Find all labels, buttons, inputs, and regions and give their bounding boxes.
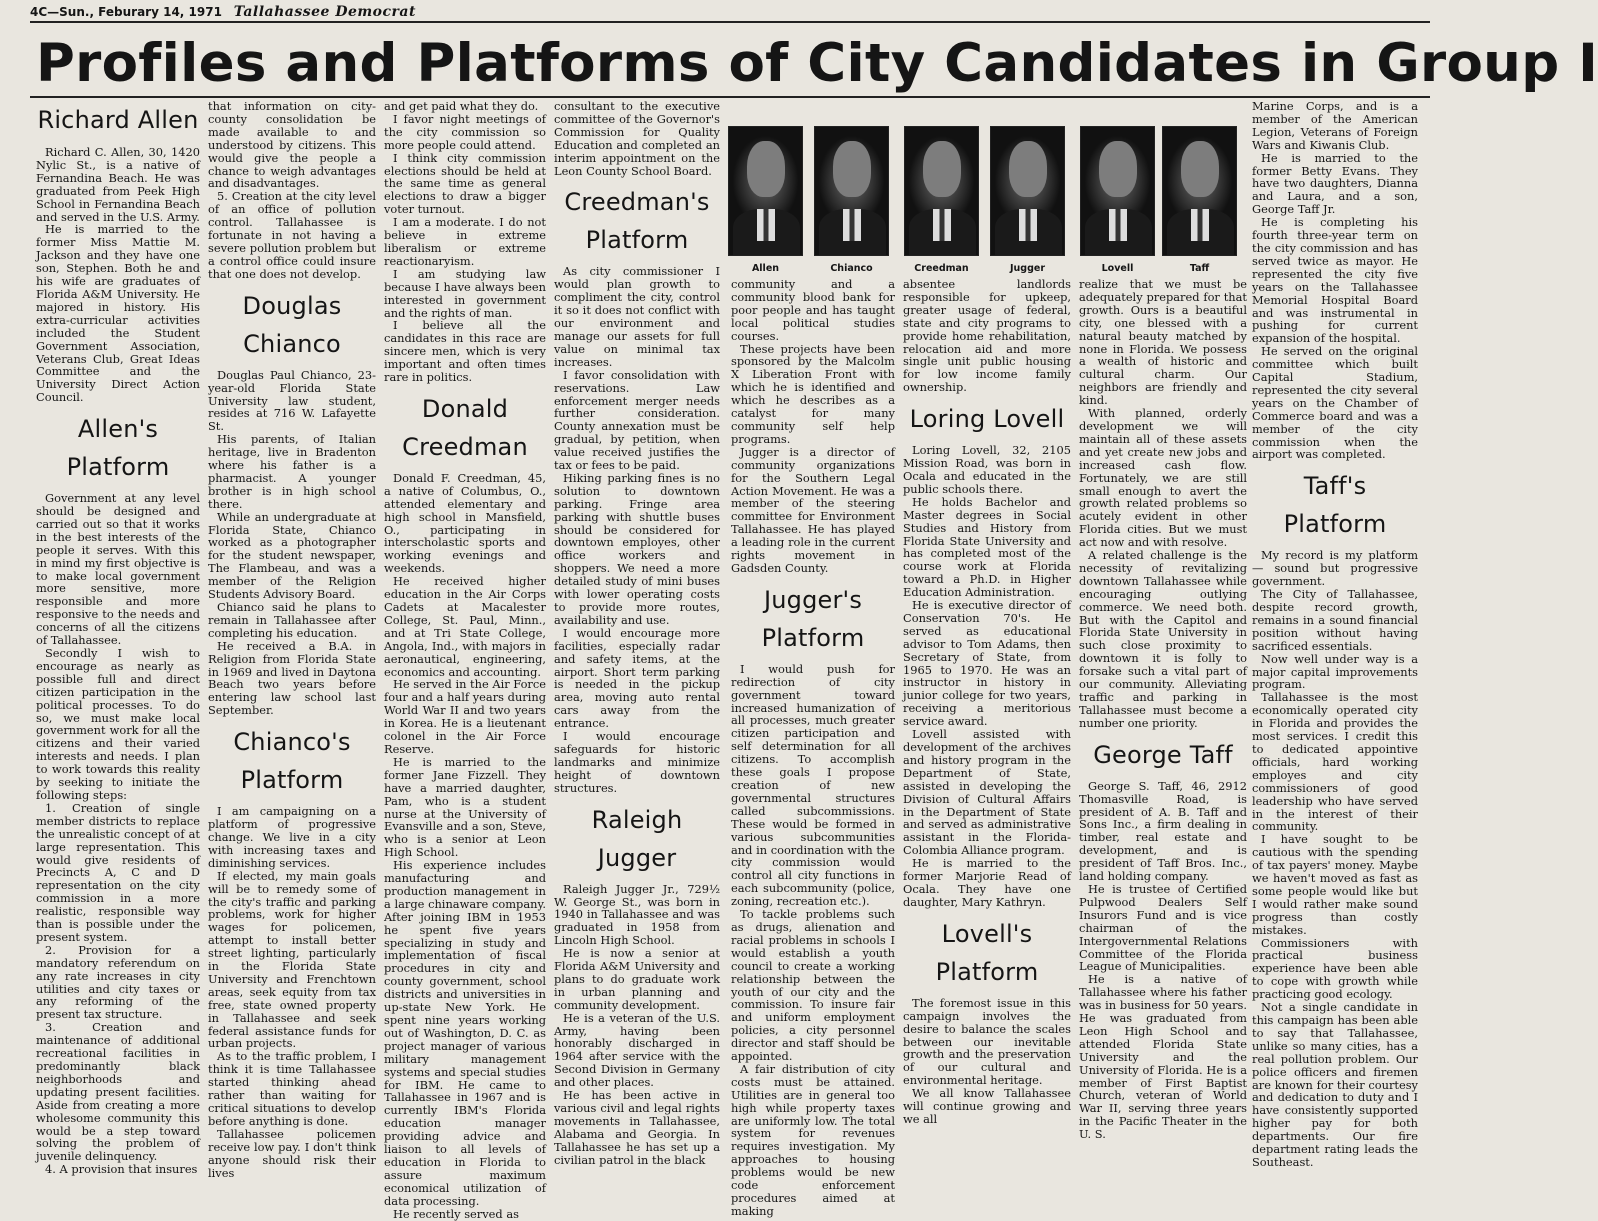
paragraph: I am campaigning on a platform of progressive change. We live in a city with increasing taxes and diminishing services. xyxy=(208,804,376,870)
photo-chianco xyxy=(814,126,889,256)
paragraph: He is married to the former Jane Fizzell. They have a married daughter, Pam, who is a student nurse at the University of Evansville and a son, Steve, who is a senior at Leon High School. xyxy=(384,754,546,860)
paragraph: Chianco said he plans to remain in Tallahassee after completing his education. xyxy=(208,600,376,640)
paragraph: With planned, orderly development we will maintain all of these assets and yet create new jobs and increased cash flow. Fortunately, we are still small enough to avert the growth related problems so acutely evident in other Florida cities. But we must act now and with resolve. xyxy=(1079,406,1247,550)
paragraph: Douglas Paul Chianco, 23-year-old Florida State University law student, resides at 716 W. Lafayette St. xyxy=(208,367,376,434)
column-taff xyxy=(1252,99,1418,1169)
column-lovell xyxy=(903,277,1071,1126)
paragraph: He is married to the former Betty Evans. They have two daughters, Dianna and Laura, and a son, George Taff Jr. xyxy=(1252,150,1418,217)
paragraph: My record is my platform — sound but progressive government. xyxy=(1252,548,1418,589)
paragraph: His parents, of Italian heritage, live in Bradenton where his father is a pharmacist. A younger brother is in high school there. xyxy=(208,432,376,511)
paragraph: Loring Lovell, 32, 2105 Mission Road, was born in Ocala and educated in the public schools there. xyxy=(903,443,1071,496)
photo-caption: Chianco xyxy=(830,263,873,274)
paragraph: He is a veteran of the U.S. Army, having been honorably discharged in 1964 after service with the Second Division in Germany and other places. xyxy=(554,1010,720,1090)
column-creedman-jugger xyxy=(554,99,720,1167)
photo-caption: Lovell xyxy=(1101,263,1134,274)
paragraph: He holds Bachelor and Master degrees in Social Studies and History from Florida State University and has completed most of the course work at Florida toward a Ph.D. in Higher Education Administration. xyxy=(903,494,1071,600)
paragraph: Commissioners with practical business experience have been able to cope with growth while practicing good ecology. xyxy=(1252,935,1418,1002)
paragraph: As to the traffic problem, I think it is time Tallahassee started thinking ahead rather than waiting for critical situations to develop before anything is done. xyxy=(208,1049,376,1128)
paragraph: He is married to the former Miss Mattie M. Jackson and they have one son, Stephen. Both he and his wife are graduates of Florida A&M University. He majored in history. His extra-curricular activities included the Student Government Association, Veterans Club, Great Ideas Committee and the University Direct Action Council. xyxy=(36,222,200,405)
paragraph: He is trustee of Certified Pulpwood Dealers Self Insurors Fund and is vice chairman of the Intergovernmental Relations Committee of the Florida League of Municipalities. xyxy=(1079,881,1247,974)
paragraph: A related challenge is the necessity of revitalizing downtown Tallahassee while encouraging outlying commerce. We need both. But with the Capitol and Florida State University in such close proximity to downtown it is folly to forsake such a vital part of our community. Alleviating traffic and parking in Tallahassee must become a number one priority. xyxy=(1079,548,1247,730)
column-creedman xyxy=(384,99,546,1221)
photo-caption: Jugger xyxy=(1009,263,1046,274)
paragraph: community and a community blood bank for poor people and has taught local political studies courses. xyxy=(731,277,895,343)
paragraph: He served in the Air Force four and a half years during World War II and two years in Korea. He is a lieutenant colonel in the Air Force Reserve. xyxy=(384,677,546,756)
column-jugger xyxy=(731,277,895,1218)
photo-caption: Allen xyxy=(751,263,780,274)
paragraph: consultant to the executive committee of the Governor's Commission for Quality Education and completed an interim appointment on the Leon County School Board. xyxy=(554,99,720,178)
paragraph: A fair distribution of city costs must be attained. Utilities are in general too high while property taxes are uniformly low. The total system for revenues requires investigation. My approaches to housing problems would be new code enforcement procedures aimed at making xyxy=(731,1061,895,1218)
paragraph: He has been active in various civil and legal rights movements in Tallahassee, Alabama and Georgia. In Tallahassee he has set up a civilian patrol in the black xyxy=(554,1088,720,1167)
paragraph: Donald F. Creedman, 45, a native of Columbus, O., attended elementary and high school in Mansfield, O., participating in interscholastic sports and working evenings and weekends. xyxy=(384,470,546,576)
headline: Profiles and Platforms of City Candidates in Group I xyxy=(36,33,1598,94)
paragraph: We all know Tallahassee will continue growing and we all xyxy=(903,1086,1071,1126)
paragraph: I am studying law because I have always been interested in government and the rights of man. xyxy=(384,266,546,320)
platform-heading-chianco: Chianco's Platform xyxy=(233,728,351,795)
platform-heading-lovell: Lovell's Platform xyxy=(935,919,1039,986)
paragraph: Raleigh Jugger Jr., 729½ W. George St., was born in 1940 in Tallahassee and was graduated in 1958 from Lincoln High School. xyxy=(554,881,720,948)
photo-taff xyxy=(1162,126,1237,256)
candidate-name-jugger: Raleigh Jugger xyxy=(591,805,683,872)
paragraph: I favor consolidation with reservations. Law enforcement merger needs further consideration. County annexation must be gradual, by petition, when value received justifies the tax or fees to be paid. xyxy=(554,367,720,473)
paragraph: Richard C. Allen, 30, 1420 Nylic St., is a native of Fernandina Beach. He was graduated from Peek High School in Fernandina Beach and served in the U.S. Army. xyxy=(36,145,200,224)
paragraph: I believe all the candidates in this race are sincere men, which is very important and often times rare in politics. xyxy=(384,318,546,385)
paragraph: 3. Creation and maintenance of additional recreational facilities in predominantly black neighborhoods and updating present facilities. Aside from creating a more wholesome community this would be a step toward solving the problem of juvenile delinquency. xyxy=(36,1020,200,1164)
platform-heading-creedman: Creedman's Platform xyxy=(564,188,710,255)
paragraph: These projects have been sponsored by the Malcolm X Liberation Front with which he is identified and which he describes as a catalyst for many community self help programs. xyxy=(731,341,895,446)
paragraph: 4. A provision that insures xyxy=(45,1162,198,1177)
paragraph: Marine Corps, and is a member of the American Legion, Veterans of Foreign Wars and Kiwanis Club. xyxy=(1252,99,1418,152)
paragraph: He is a native of Tallahassee where his father was in business for 50 years. He was graduated from Leon High School and attended Florida State University and the University of Florida. He is a member of First Baptist Church, veteran of World War II, serving three years in the Pacific Theater in the U. S. xyxy=(1079,972,1247,1142)
paragraph: The City of Tallahassee, despite record growth, remains in a sound financial position without having sacrificed essentials. xyxy=(1252,587,1418,653)
paragraph: I would push for redirection of city government toward increased humanization of all processes, much greater citizen participation and self determination for all citizens. To accomplish these goals I propose creation of new governmental structures called subcommissions. These would be formed in various subcommunities and in coordination with the city commission would control all city functions in each subcommunity (police, zoning, recreation etc.). xyxy=(731,661,895,909)
page-date: 4C—Sun., Feburary 14, 1971 xyxy=(30,5,222,19)
paragraph: Jugger is a director of community organizations for the Southern Legal Action Movement. He was a member of the steering committee for Environment Tallahassee. He has played a leading role in the current rights movement in Gadsden County. xyxy=(731,444,895,575)
candidate-name-lovell: Loring Lovell xyxy=(909,405,1065,434)
column-allen xyxy=(36,100,200,1177)
paragraph: While an undergraduate at Florida State, Chianco worked as a photographer for the student newspaper, The Flambeau, and was a member of the Religion Students Advisory Board. xyxy=(208,509,376,602)
paragraph: Secondly I wish to encourage as nearly as possible full and direct citizen participation in the political processes. To do so, we must make local government work for all the citizens and their varied interests and needs. I plan to work towards this reality by seeking to initiate the following steps: xyxy=(36,646,200,802)
paragraph: He served on the original committee which built Capital Stadium, represented the city several years on the Chamber of Commerce board and was a member of the city commission when the airport was completed. xyxy=(1252,344,1418,462)
photo-jugger xyxy=(990,126,1065,256)
paragraph: I have sought to be cautious with the spending of tax payers' money. Maybe we haven't moved as fast as some people would like but I would rather make sound progress than costly mistakes. xyxy=(1252,832,1418,937)
photo-allen xyxy=(728,126,803,256)
paragraph: He is married to the former Marjorie Read of Ocala. They have one daughter, Mary Kathryn. xyxy=(903,856,1071,909)
paragraph: Not a single candidate in this campaign has been able to say that Tallahassee, unlike so many cities, has a real pollution problem. Our police officers and firemen are known for their courtesy and dedication to duty and I have consistently supported higher pay for both departments. Our fire department rating leads the Southeast. xyxy=(1252,1000,1418,1169)
paragraph: He recently served as xyxy=(393,1206,519,1221)
paragraph: I think city commission elections should be held at the same time as general elections to draw a bigger voter turnout. xyxy=(384,150,546,217)
paragraph: I would encourage safeguards for historic landmarks and minimize height of downtown structures. xyxy=(554,729,720,795)
candidate-name-creedman: Donald Creedman xyxy=(402,394,528,461)
paragraph: He received higher education in the Air Corps Cadets at Macalester College, St. Paul, Minn., and at Tri State College, Angola, Ind., with majors in aeronautical, engineering, economics and accounting. xyxy=(384,574,546,679)
paragraph: Tallahassee policemen receive low pay. I don't think anyone should risk their lives xyxy=(208,1126,376,1180)
paragraph: that information on city-county consolidation be made available to and understood by citizens. This would give the people a chance to weigh advantages and disadvantages. xyxy=(208,99,376,191)
paragraph: 1. Creation of single member districts to replace the unrealistic concept of at large representation. This would give residents of Precincts A, C and D representation on the city commission in a more realistic, responsible way than is possible under the present system. xyxy=(36,800,200,944)
paragraph: The foremost issue in this campaign involves the desire to balance the scales between our inevitable growth and the preservation of our cultural and environmental heritage. xyxy=(903,995,1071,1088)
paragraph: and get paid what they do. xyxy=(384,99,539,113)
paragraph: 2. Provision for a mandatory referendum on any rate increases in city utilities and city taxes or any reforming of the present tax structure. xyxy=(36,942,200,1022)
paragraph: absentee landlords responsible for upkeep, greater usage of federal, state and city programs to provide home rehabilitation, relocation aid and more single unit public housing for low income family ownership. xyxy=(903,277,1071,395)
paragraph: I am a moderate. I do not believe in extreme liberalism or extreme reactionaryism. xyxy=(384,215,546,268)
candidate-name-allen: Richard Allen xyxy=(37,106,199,134)
candidate-name-taff: George Taff xyxy=(1093,740,1233,769)
paragraph: He is completing his fourth three-year term on the city commission and has served twice as mayor. He represented the city five years on the Tallahassee Memorial Hospital Board and was instrumental in pushing for current expansion of the hospital. xyxy=(1252,215,1418,346)
top-rule xyxy=(30,21,1430,23)
paragraph: He is executive director of Conservation 70's. He served as educational advisor to Tom Adams, then Secretary of State, from 1965 to 1970. He was an instructor in history in junior college for two years, receiving a meritorious service award. xyxy=(903,598,1071,729)
photo-creedman xyxy=(904,126,979,256)
photo-lovell xyxy=(1080,126,1155,256)
paragraph: I would encourage more facilities, especially radar and safety items, at the airport. Short term parking is needed in the pickup area, moving auto rental cars away from the entrance. xyxy=(554,625,720,731)
column-chianco xyxy=(208,99,376,1180)
headline-rule xyxy=(30,96,1430,98)
paragraph: realize that we must be adequately prepared for that growth. Ours is a beautiful city, one blessed with a natural beauty matched by none in Florida. We possess a wealth of historic and cultural charm. Our neighbors are friendly and kind. xyxy=(1079,277,1247,408)
paragraph: He is now a senior at Florida A&M University and plans to do graduate work in urban planning and community development. xyxy=(554,946,720,1012)
platform-heading-taff: Taff's Platform xyxy=(1283,472,1387,539)
paragraph: He received a B.A. in Religion from Florida State in 1969 and lived in Daytona Beach two years before entering law school last September. xyxy=(208,638,376,718)
paragraph: Government at any level should be designed and carried out so that it works in the best interests of the people it serves. With this in mind my first objective is to make local government more sensitive, more responsible and more responsive to the needs and concerns of all the citizens of Tallahassee. xyxy=(36,491,200,648)
candidate-name-chianco: Douglas Chianco xyxy=(242,291,342,358)
newspaper-title: Tallahassee Democrat xyxy=(233,4,416,20)
platform-heading-jugger: Jugger's Platform xyxy=(761,585,865,652)
paragraph: Now well under way is a major capital improvements program. xyxy=(1252,651,1418,692)
paragraph: 5. Creation at the city level of an office of pollution control. Tallahassee is fortunate in not having a severe pollution problem but a control office could insure that one does not develop. xyxy=(208,189,376,281)
paragraph: If elected, my main goals will be to remedy some of the city's traffic and parking problems, work for higher wages for policemen, attempt to install better street lighting, particularly in the Florida State University and Frenchtown areas, seek equity from tax free, state owned property in Tallahassee and seek federal assistance funds for urban projects. xyxy=(208,868,376,1051)
photo-caption: Taff xyxy=(1189,263,1210,274)
paragraph: I favor night meetings of the city commission so more people could attend. xyxy=(384,111,546,152)
candidate-photos xyxy=(728,126,1248,276)
paragraph: Lovell assisted with development of the archives and history program in the Department of State, assisted in developing the Division of Cultural Affairs in the Department of State and served as administrative assistant in the Florida-Colombia Alliance program. xyxy=(903,727,1071,858)
photo-caption: Creedman xyxy=(914,263,969,274)
paragraph: Tallahassee is the most economically operated city in Florida and provides the most services. I credit this to dedicated appointive officials, hard working employes and city commissioners of good leadership who have served in the interest of their community. xyxy=(1252,690,1418,834)
masthead xyxy=(30,3,1430,21)
paragraph: George S. Taff, 46, 2912 Thomasville Road, is president of A. B. Taff and Sons Inc., a firm dealing in timber, real estate and development, and is president of Taff Bros. Inc., land holding company. xyxy=(1079,778,1247,884)
paragraph: As city commissioner I would plan growth to compliment the city, control it so it does not conflict with our environment and manage our assets for full value on minimal tax increases. xyxy=(554,264,720,369)
column-lovell-taff xyxy=(1079,277,1247,1142)
paragraph: His experience includes manufacturing and production management in a large chinaware company. After joining IBM in 1953 he spent five years specializing in study and implementation of fiscal procedures in city and county government, school districts and universities in up-state New York. He spent nine years working out of Washington, D. C. as project manager of various military management systems and special studies for IBM. He came to Tallahassee in 1967 and is currently IBM's Florida education manager providing advice and liaison to all levels of education in Florida to assure maximum economical utilization of data processing. xyxy=(384,858,546,1208)
platform-heading-allen: Allen's Platform xyxy=(66,415,170,482)
paragraph: To tackle problems such as drugs, alienation and racial problems in schools I would establish a youth council to create a working relationship between the youth of our city and the commission. To insure fair and uniform employment policies, a city personnel director and staff should be appointed. xyxy=(731,907,895,1064)
paragraph: Hiking parking fines is no solution to downtown parking. Fringe area parking with shuttle buses should be considered for downtown employes, other office workers and shoppers. We need a more detailed study of mini buses with lower operating costs to provide more routes, availability and use. xyxy=(554,470,720,627)
